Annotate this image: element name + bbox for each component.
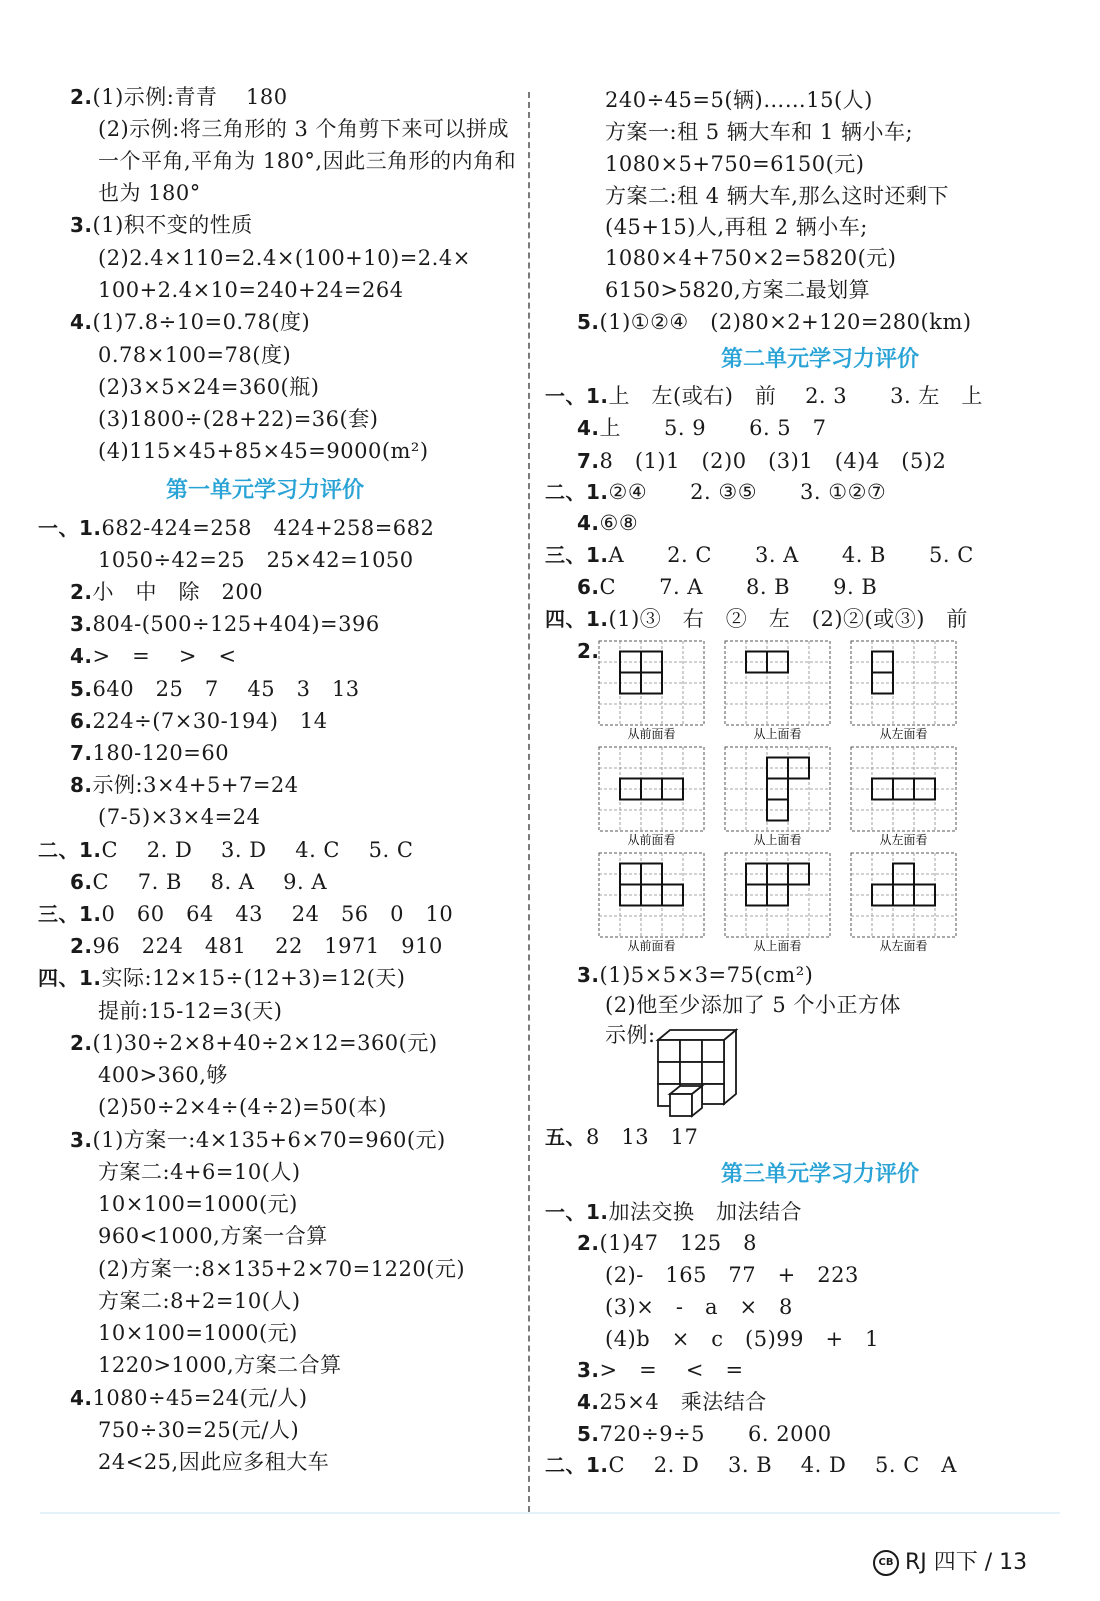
- footer-rule: [40, 1512, 1060, 1514]
- item-number: 6.: [70, 870, 93, 894]
- answer-text: (1)③ 右 ② 左 (2)②(或③) 前: [608, 607, 968, 631]
- answer-line: [70, 706, 328, 736]
- view-grid: [725, 747, 830, 847]
- item-number: 2.: [70, 934, 93, 958]
- answer-line: [98, 1092, 387, 1122]
- answer-text: (2)50÷2×4÷(4÷2)=50(本): [98, 1095, 387, 1119]
- item-number: 4.: [577, 1390, 600, 1414]
- answer-line: [70, 867, 327, 897]
- answer-line: [605, 1292, 793, 1322]
- answer-line: [70, 641, 237, 671]
- answer-line: [98, 436, 429, 466]
- answer-text: 640 25 7 45 3 13: [92, 677, 360, 701]
- answer-text: 720÷9÷5 6. 2000: [599, 1422, 832, 1446]
- item-number: 四、1.: [545, 607, 609, 631]
- answer-text: 1080×4+750×2=5820(元): [605, 246, 897, 270]
- item-number: 3.: [577, 963, 600, 987]
- answer-line: [70, 307, 310, 337]
- answer-line: [98, 275, 404, 305]
- answer-line: [38, 513, 434, 543]
- view-grid: [851, 747, 956, 847]
- answer-text: C 2. D 3. D 4. C 5. C: [101, 838, 414, 862]
- answer-text: 1080×5+750=6150(元): [605, 152, 865, 176]
- answer-line: [98, 1286, 301, 1316]
- answer-text: 方案二:8+2=10(人): [98, 1289, 301, 1313]
- answer-text: 6150>5820,方案二最划算: [605, 278, 871, 302]
- item-number: 2.: [70, 1031, 93, 1055]
- answer-line: [545, 381, 983, 411]
- answer-text: (2)方案一:8×135+2×70=1220(元): [98, 1257, 466, 1281]
- answer-text: 加法交换 加法结合: [608, 1200, 803, 1224]
- answer-line: [605, 85, 873, 115]
- answer-line: [70, 674, 360, 704]
- answer-text: (3)1800÷(28+22)=36(套): [98, 407, 379, 431]
- top-view-label: 从上面看: [753, 939, 802, 953]
- item-number: 4.: [70, 1386, 93, 1410]
- answer-line: [98, 1447, 329, 1477]
- answer-line: [545, 604, 968, 634]
- answer-line: [577, 1419, 832, 1449]
- answer-line: [605, 1260, 859, 1290]
- answer-line: [577, 307, 972, 337]
- answer-line: [70, 210, 253, 240]
- page-number: RJ 四下 / 13: [904, 1550, 1028, 1575]
- answer-text: (1)示例:青青 180: [92, 85, 288, 109]
- item-number: 一、1.: [38, 516, 102, 540]
- view-grid: [851, 853, 956, 953]
- answer-line: [605, 1324, 879, 1354]
- item-number: 8.: [70, 773, 93, 797]
- item-number: 7.: [70, 741, 93, 765]
- answer-text: C 2. D 3. B 4. D 5. C A: [608, 1453, 957, 1477]
- page-footer: [845, 1520, 1027, 1601]
- answer-line: [70, 82, 288, 112]
- answer-text: (7-5)×3×4=24: [98, 805, 261, 829]
- answer-line: [98, 802, 260, 832]
- answer-text: (4)b × c (5)99 + 1: [605, 1327, 879, 1351]
- answer-text: 0.78×100=78(度): [98, 343, 292, 367]
- answer-text: 提前:15-12=3(天): [98, 999, 283, 1023]
- answer-text: (2)他至少添加了 5 个小正方体: [605, 993, 901, 1017]
- answer-text: (1)方案一:4×135+6×70=960(元): [92, 1128, 446, 1152]
- view-grid: [725, 853, 830, 953]
- answer-text: ⑥⑧: [599, 511, 639, 535]
- left-view-label: 从左面看: [879, 727, 928, 741]
- answer-line: [98, 146, 516, 176]
- answer-text: (4)115×45+85×45=9000(m²): [98, 439, 429, 463]
- item-number: 二、1.: [545, 1453, 609, 1477]
- view-grid: [599, 641, 704, 741]
- answer-line: [98, 1350, 342, 1380]
- publisher-badge: CB: [873, 1550, 899, 1576]
- answer-text: (1)30÷2×8+40÷2×12=360(元): [92, 1031, 438, 1055]
- answer-text: 上 5. 9 6. 5 7: [599, 416, 827, 440]
- item-number: 四、1.: [38, 966, 102, 990]
- item-number: 3.: [577, 1358, 600, 1382]
- left-view-label: 从左面看: [879, 939, 928, 953]
- top-view-label: 从上面看: [753, 727, 802, 741]
- item-number: 一、1.: [545, 384, 609, 408]
- answer-line: [605, 117, 913, 147]
- item-number: 5.: [577, 310, 600, 334]
- answer-line: [605, 149, 865, 179]
- answer-text: (1)5×5×3=75(cm²): [599, 963, 814, 987]
- answer-line: [577, 446, 946, 476]
- item-number: 4.: [577, 416, 600, 440]
- answer-line: [577, 413, 827, 443]
- answer-text: 224÷(7×30-194) 14: [92, 709, 328, 733]
- section-heading: 第一单元学习力评价: [165, 478, 364, 503]
- answer-line: [577, 960, 813, 990]
- item-number: 五、: [545, 1125, 586, 1149]
- answer-line: [70, 738, 229, 768]
- section-heading: 第三单元学习力评价: [720, 1162, 919, 1187]
- answer-line: [545, 540, 974, 570]
- column-divider: [528, 92, 530, 1512]
- answer-text: > = < =: [599, 1358, 744, 1382]
- left-view-label: 从左面看: [879, 833, 928, 847]
- answer-line: [98, 545, 414, 575]
- answer-text: 上 左(或右) 前 2. 3 3. 左 上: [608, 384, 983, 408]
- answer-line: [38, 899, 453, 929]
- answer-line: [98, 1415, 299, 1445]
- answer-line: [577, 508, 638, 538]
- answer-line: [70, 770, 299, 800]
- answer-line: [98, 1254, 465, 1284]
- item-number: 3.: [70, 1128, 93, 1152]
- section-heading: 第二单元学习力评价: [720, 347, 919, 372]
- item-number: 4.: [70, 644, 93, 668]
- answer-text: 750÷30=25(元/人): [98, 1418, 300, 1442]
- answer-text: 180-120=60: [92, 741, 230, 765]
- answer-text: 方案二:租 4 辆大车,那么这时还剩下: [605, 184, 949, 208]
- item-number: 3.: [70, 213, 93, 237]
- item-number: 2.: [577, 639, 600, 663]
- answer-line: [605, 212, 868, 242]
- answer-text: > = > <: [92, 644, 237, 668]
- answer-text: 小 中 除 200: [92, 580, 264, 604]
- answer-line: [38, 835, 413, 865]
- front-view-label: 从前面看: [627, 833, 676, 847]
- answer-text: (2)3×5×24=360(瓶): [98, 375, 320, 399]
- answer-text: 240÷45=5(辆)……15(人): [605, 88, 873, 112]
- answer-text: 1220>1000,方案二合算: [98, 1353, 342, 1377]
- answer-text: 682-424=258 424+258=682: [101, 516, 435, 540]
- item-number: 3.: [70, 612, 93, 636]
- answer-line: [70, 1028, 438, 1058]
- answer-text: 24<25,因此应多租大车: [98, 1450, 330, 1474]
- answer-line: [70, 577, 263, 607]
- item-number: 4.: [577, 511, 600, 535]
- answer-line: [38, 963, 406, 993]
- answer-line: [545, 1450, 957, 1480]
- answer-text: 804-(500÷125+404)=396: [92, 612, 380, 636]
- answer-text: 示例:3×4+5+7=24: [92, 773, 299, 797]
- item-number: 4.: [70, 310, 93, 334]
- view-grid: [599, 853, 704, 953]
- answer-line: [98, 114, 509, 144]
- answer-line: [98, 1318, 298, 1348]
- item-number: 5.: [577, 1422, 600, 1446]
- answer-line: [577, 572, 877, 602]
- answer-text: 8 (1)1 (2)0 (3)1 (4)4 (5)2: [599, 449, 947, 473]
- answer-line: [98, 1221, 328, 1251]
- answer-line: [545, 1197, 802, 1227]
- answer-line: [70, 931, 443, 961]
- answer-text: 25×4 乘法结合: [599, 1390, 767, 1414]
- answer-text: (1)①②④ (2)80×2+120=280(km): [599, 310, 972, 334]
- answer-text: 96 224 481 22 1971 910: [92, 934, 443, 958]
- answer-line: [605, 181, 949, 211]
- answer-line: [98, 404, 378, 434]
- answer-line: [545, 1122, 698, 1152]
- answer-line: [605, 243, 896, 273]
- answer-text: (2)- 165 77 + 223: [605, 1263, 859, 1287]
- answer-text: ②④ 2. ③⑤ 3. ①②⑦: [608, 480, 887, 504]
- answer-text: (2)2.4×110=2.4×(100+10)=2.4×: [98, 246, 471, 270]
- answer-line: [577, 1228, 757, 1258]
- front-view-label: 从前面看: [627, 727, 676, 741]
- answer-text: A 2. C 3. A 4. B 5. C: [608, 543, 974, 567]
- view-grid: [851, 641, 956, 741]
- answer-text: 示例:: [605, 1023, 656, 1047]
- answer-text: 0 60 64 43 24 56 0 10: [101, 902, 454, 926]
- view-grid: [725, 641, 830, 741]
- answer-text: 1050÷42=25 25×42=1050: [98, 548, 414, 572]
- item-number: 2.: [70, 85, 93, 109]
- item-number: 一、1.: [545, 1200, 609, 1224]
- item-number: 二、1.: [545, 480, 609, 504]
- answer-line: [605, 990, 901, 1020]
- answer-text: 10×100=1000(元): [98, 1321, 298, 1345]
- answer-text: 1080÷45=24(元/人): [92, 1386, 308, 1410]
- answer-text: 方案二:4+6=10(人): [98, 1160, 301, 1184]
- top-view-label: 从上面看: [753, 833, 802, 847]
- answer-line: [70, 1125, 446, 1155]
- answer-line: [605, 275, 870, 305]
- answer-text: C 7. B 8. A 9. A: [92, 870, 328, 894]
- answer-text: (1)积不变的性质: [92, 213, 253, 237]
- answer-text: 方案一:租 5 辆大车和 1 辆小车;: [605, 120, 914, 144]
- answer-text: 100+2.4×10=240+24=264: [98, 278, 404, 302]
- item-number: 6.: [577, 575, 600, 599]
- answer-line: [98, 340, 291, 370]
- item-number: 6.: [70, 709, 93, 733]
- item-number: 三、1.: [38, 902, 102, 926]
- answer-text: (1)7.8÷10=0.78(度): [92, 310, 311, 334]
- item-number: 7.: [577, 449, 600, 473]
- answer-text: 一个平角,平角为 180°,因此三角形的内角和: [98, 149, 517, 173]
- answer-text: 400>360,够: [98, 1063, 228, 1087]
- answer-text: 960<1000,方案一合算: [98, 1224, 328, 1248]
- answer-line: [98, 996, 282, 1026]
- answer-line: [70, 1383, 308, 1413]
- answer-line: [70, 609, 380, 639]
- answer-text: 实际:12×15÷(12+3)=12(天): [101, 966, 406, 990]
- answer-line: [545, 477, 886, 507]
- answer-line: [98, 1060, 228, 1090]
- answer-text: C 7. A 8. B 9. B: [599, 575, 878, 599]
- item-number: 三、1.: [545, 543, 609, 567]
- item-number: 5.: [70, 677, 93, 701]
- answer-text: (1)47 125 8: [599, 1231, 757, 1255]
- answer-line: [98, 372, 319, 402]
- answer-line: [98, 1157, 301, 1187]
- answer-line: [605, 1020, 656, 1050]
- answer-text: 也为 180°: [98, 181, 201, 205]
- answer-line: [98, 1189, 298, 1219]
- item-number: 2.: [70, 580, 93, 604]
- front-view-label: 从前面看: [627, 939, 676, 953]
- item-number: 2.: [577, 1231, 600, 1255]
- view-grid: [599, 747, 704, 847]
- answer-line: [577, 636, 600, 666]
- answer-text: (2)示例:将三角形的 3 个角剪下来可以拼成: [98, 117, 510, 141]
- answer-text: (45+15)人,再租 2 辆小车;: [605, 215, 868, 239]
- answer-line: [98, 243, 471, 273]
- item-number: 二、1.: [38, 838, 102, 862]
- answer-text: (3)× - a × 8: [605, 1295, 793, 1319]
- answer-line: [577, 1355, 744, 1385]
- answer-line: [577, 1387, 767, 1417]
- three-view-grid-figure: [598, 640, 963, 960]
- cube-stack-figure: [652, 1028, 747, 1118]
- answer-text: 10×100=1000(元): [98, 1192, 298, 1216]
- answer-line: [98, 178, 201, 208]
- answer-text: 8 13 17: [586, 1125, 699, 1149]
